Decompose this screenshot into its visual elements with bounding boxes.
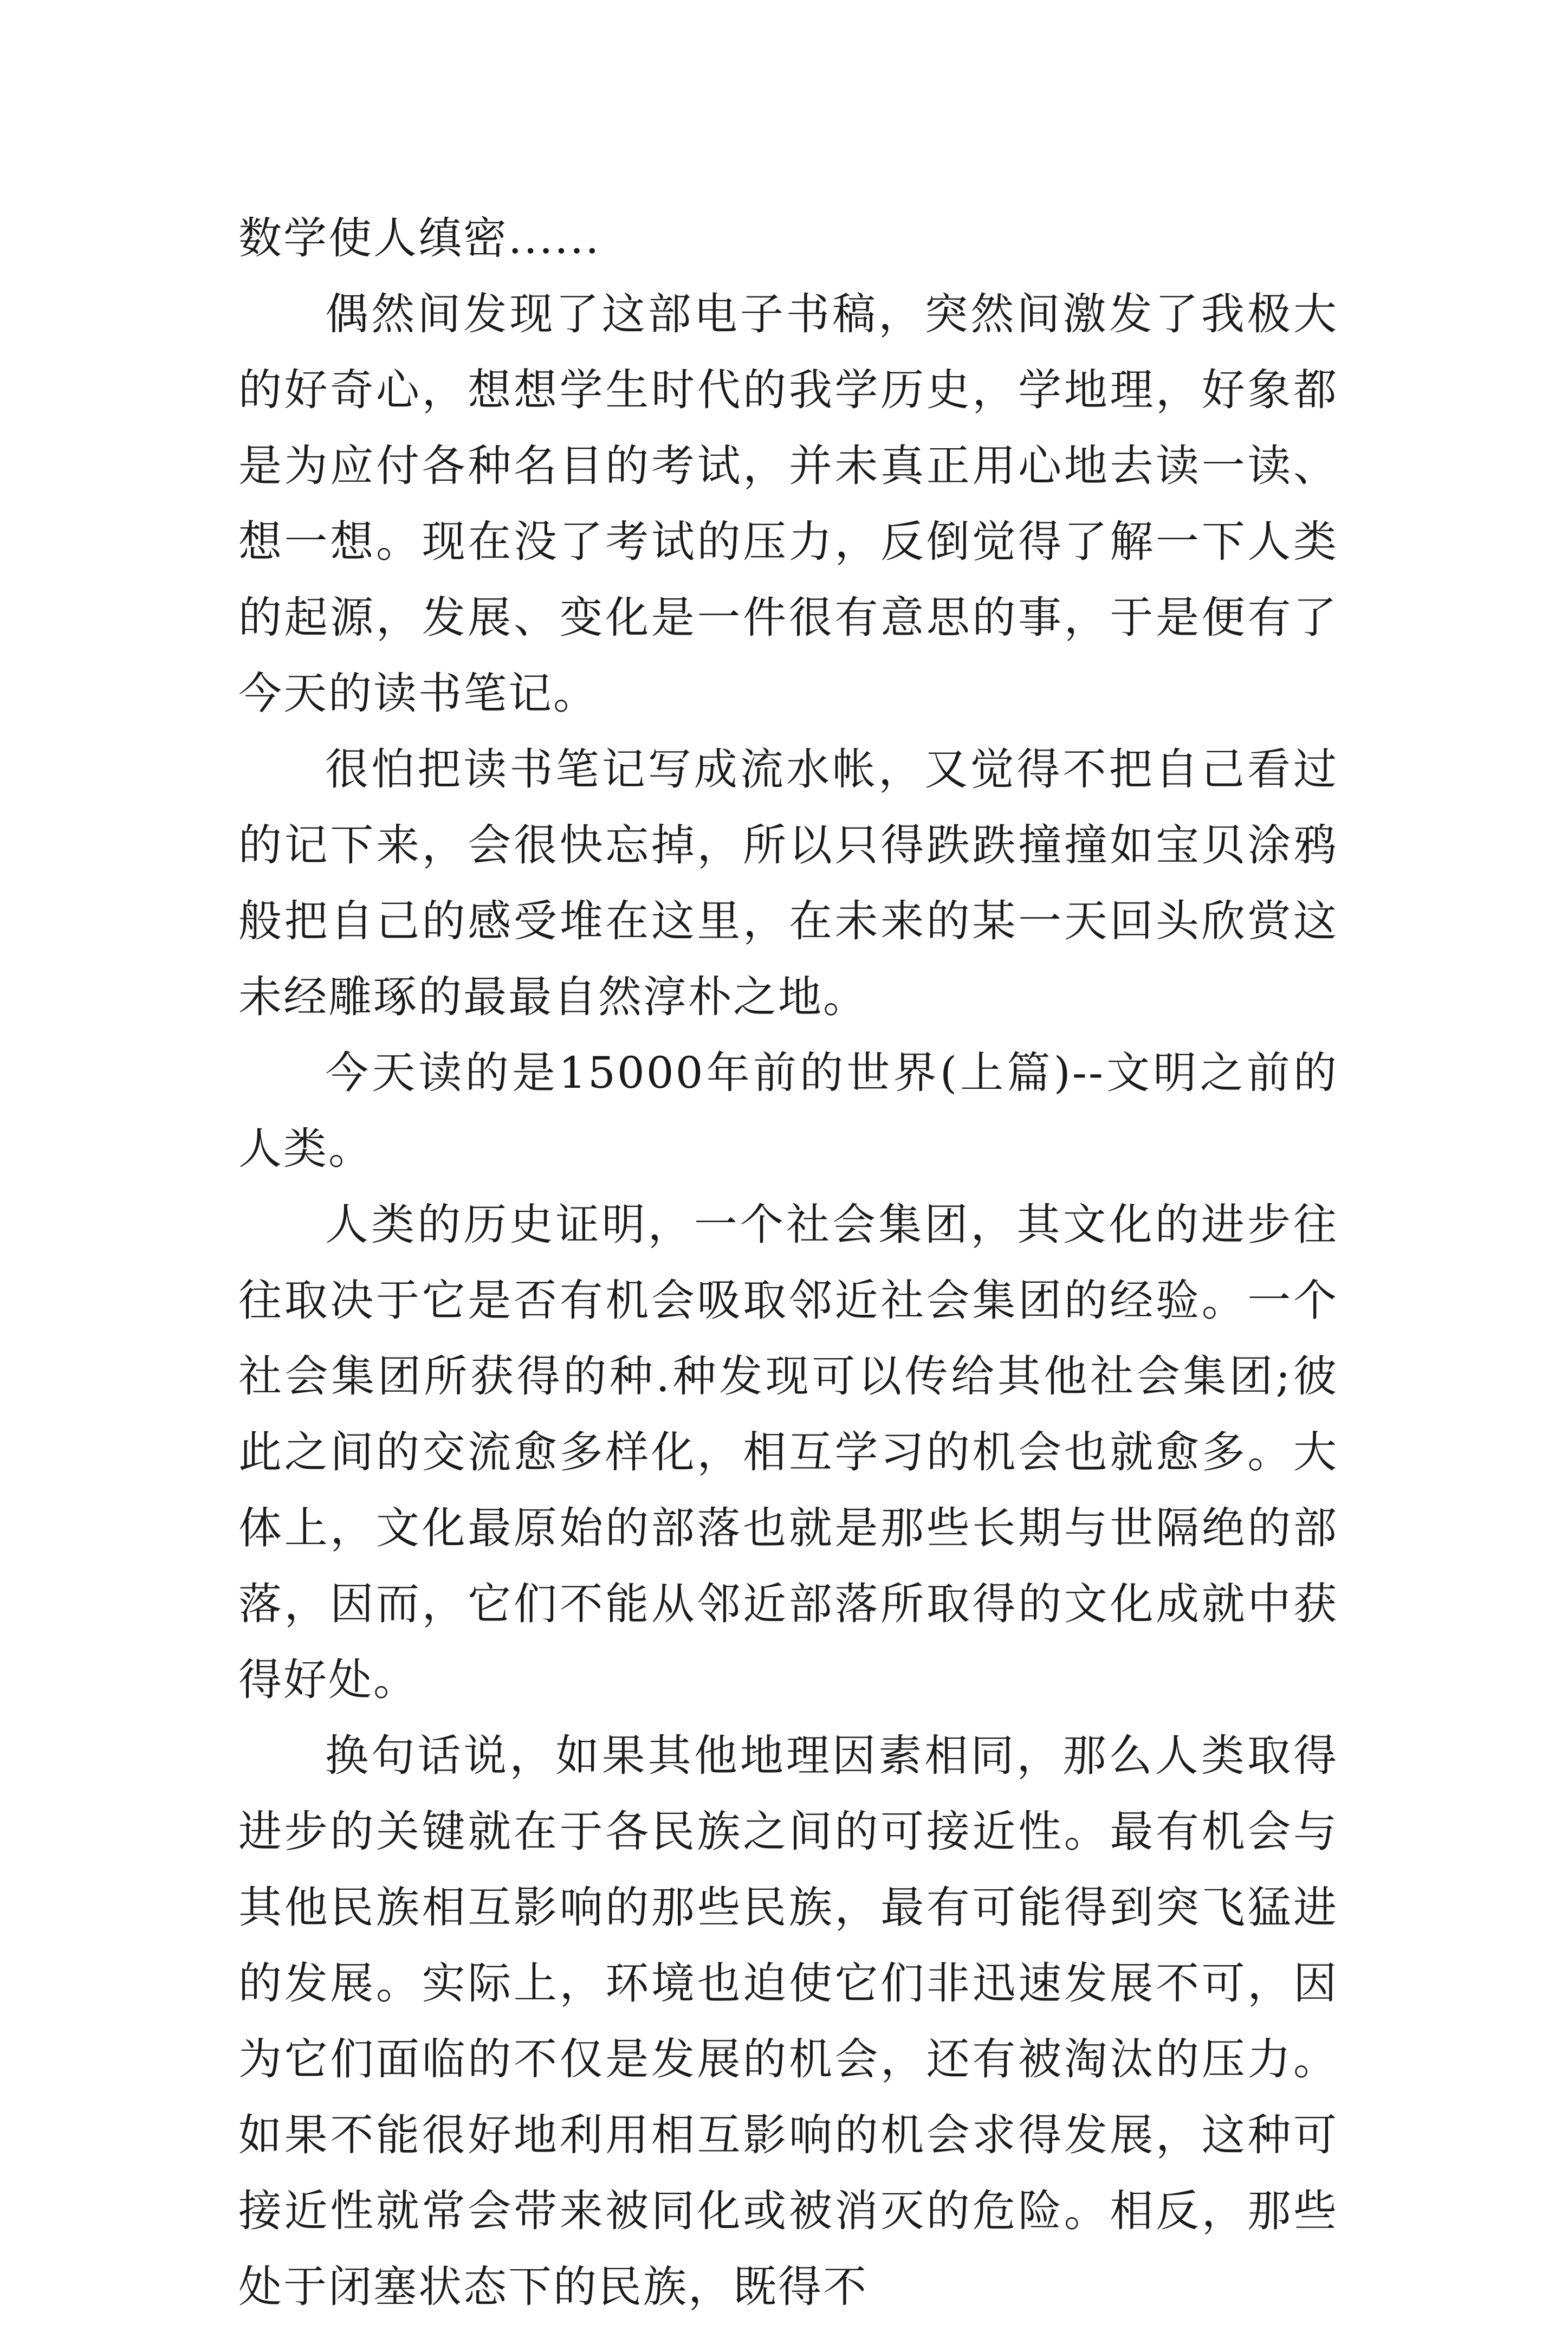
paragraph-6: 换句话说，如果其他地理因素相同，那么人类取得进步的关键就在于各民族之间的可接近性。最有机会与其他民族相互影响的那些民族，最有可能得到突飞猛进的发展。实际上，环境也迫使它们非迅速发展不可，因为它们面临的不仅是发展的机会，还有被淘汰的压力。如果不能很好地利用相互影响的机会求得发展，这种可接近性就常会带来被同化或被消灭的危险。相反，那些处于闭塞状态下的民族，既得不 [238, 1730, 1338, 2312]
paragraph-4: 今天读的是15000年前的世界(上篇)--文明之前的人类。 [238, 1048, 1338, 1174]
paragraph-3: 很怕把读书笔记写成流水帐，又觉得不把自己看过的记下来，会很快忘掉，所以只得跌跌撞撞如宝贝涂鸦般把自己的感受堆在这里，在未来的某一天回头欣赏这未经雕琢的最最自然淳朴之地。 [238, 744, 1338, 1022]
document-body [238, 201, 1338, 2325]
paragraph-2: 偶然间发现了这部电子书稿，突然间激发了我极大的好奇心，想想学生时代的我学历史，学地理，好象都是为应付各种名目的考试，并未真正用心地去读一读、想一想。现在没了考试的压力，反倒觉得了解一下人类的起源，发展、变化是一件很有意思的事，于是便有了今天的读书笔记。 [238, 289, 1338, 719]
paragraph-1: 数学使人缜密...... [238, 213, 601, 263]
paragraph-5: 人类的历史证明，一个社会集团，其文化的进步往往取决于它是否有机会吸取邻近社会集团的经验。一个社会集团所获得的种.种发现可以传给其他社会集团;彼此之间的交流愈多样化，相互学习的机会也就愈多。大体上，文化最原始的部落也就是那些长期与世隔绝的部落，因而，它们不能从邻近部落所取得的文化成就中获得好处。 [238, 1199, 1338, 1705]
